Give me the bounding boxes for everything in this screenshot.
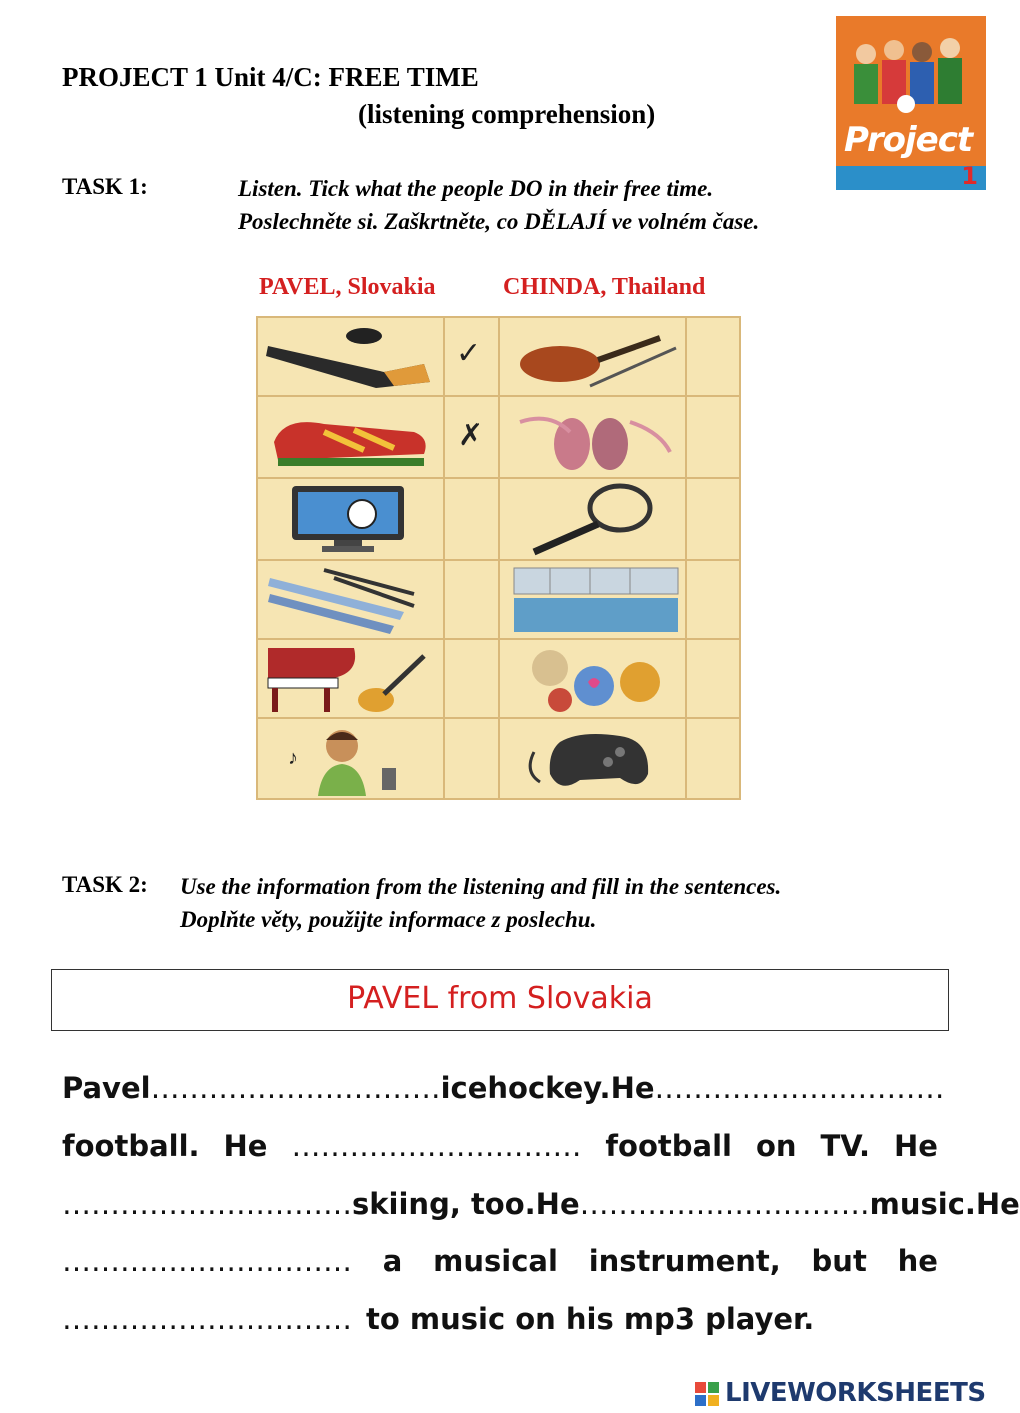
sentence-line-4 xyxy=(62,1244,938,1278)
word: hockey. xyxy=(487,1071,611,1105)
sentence-line-2 xyxy=(62,1129,938,1163)
activity-grid xyxy=(256,316,741,800)
blank-2[interactable]: ………………………… xyxy=(654,1071,945,1105)
word: He xyxy=(535,1187,580,1221)
word: a xyxy=(382,1244,403,1278)
blank-1[interactable]: ………………………… xyxy=(150,1071,441,1105)
word: on xyxy=(755,1129,797,1163)
page-subtitle: (listening comprehension) xyxy=(358,99,656,129)
task2-instructions xyxy=(180,870,781,936)
task1-label: TASK 1: xyxy=(62,174,148,199)
word: he xyxy=(897,1244,938,1278)
word: instrument, xyxy=(588,1244,781,1278)
task1-line-en: Listen. Tick what the people DO in their free time. xyxy=(238,176,714,201)
blank-6[interactable]: ………………………… xyxy=(62,1244,352,1278)
tv-football-icon xyxy=(288,482,408,556)
word: He xyxy=(893,1129,938,1163)
word: musical xyxy=(433,1244,558,1278)
word: ice xyxy=(440,1071,488,1105)
children-group-icon xyxy=(846,32,976,122)
book-logo: Project xyxy=(844,120,973,160)
svg-text:♪: ♪ xyxy=(288,747,298,769)
ice-hockey-stick-icon xyxy=(264,324,436,392)
pavel-title-box xyxy=(51,969,949,1031)
book-cover-image xyxy=(836,16,986,190)
violin-icon xyxy=(510,324,682,392)
skis-icon xyxy=(264,564,436,636)
task2-label: TASK 2: xyxy=(62,872,148,897)
word: to music on his mp3 player. xyxy=(366,1302,815,1336)
liveworksheets-text: LIVEWORKSHEETS xyxy=(725,1378,986,1408)
liveworksheets-logo[interactable] xyxy=(695,1378,990,1408)
sentence-line-5 xyxy=(62,1302,938,1336)
word: TV. xyxy=(820,1129,870,1163)
badges-icon xyxy=(510,642,682,716)
sentence-line-3 xyxy=(62,1187,1020,1221)
book-number: 1 xyxy=(961,162,978,190)
piano-guitar-icon xyxy=(264,642,436,716)
blank-3[interactable]: ………………………… xyxy=(291,1129,582,1163)
page-title: PROJECT 1 Unit 4/C: FREE TIME xyxy=(62,62,479,92)
word: football xyxy=(605,1129,732,1163)
ballet-shoes-icon xyxy=(510,402,682,474)
column-pavel-heading: PAVEL, Slovakia xyxy=(259,274,436,300)
football-boots-icon xyxy=(264,402,436,474)
tick-mark: ✓ xyxy=(456,336,482,371)
game-controller-icon xyxy=(520,722,670,796)
tennis-racket-icon xyxy=(520,482,670,556)
pavel-title: PAVEL from Slovakia xyxy=(347,981,653,1016)
word: He xyxy=(610,1071,655,1105)
liveworksheets-icon xyxy=(695,1382,719,1406)
task1-line-cz: Poslechněte si. Zaškrtněte, co DĚLAJÍ ve volném čase. xyxy=(238,209,760,234)
blank-5[interactable]: ………………………… xyxy=(579,1187,870,1221)
task2-line-cz: Doplňte věty, použijte informace z poslechu. xyxy=(180,907,597,932)
blank-7[interactable]: ………………………… xyxy=(62,1302,352,1336)
sentence-line-1 xyxy=(62,1071,945,1105)
word: He xyxy=(975,1187,1020,1221)
word: Pavel xyxy=(62,1071,151,1105)
word: skiing, too. xyxy=(352,1187,536,1221)
swimming-pool-icon xyxy=(510,564,682,636)
word: music. xyxy=(869,1187,976,1221)
word: He xyxy=(223,1129,268,1163)
task1-instructions xyxy=(238,172,759,238)
word: but xyxy=(811,1244,867,1278)
task2-line-en: Use the information from the listening and fill in the sentences. xyxy=(180,874,782,899)
blank-4[interactable]: ………………………… xyxy=(62,1187,352,1221)
cross-mark: ✗ xyxy=(458,418,484,453)
column-chinda-heading: CHINDA, Thailand xyxy=(503,274,706,300)
mp3-boy-icon xyxy=(278,722,428,796)
word: football. xyxy=(62,1129,200,1163)
